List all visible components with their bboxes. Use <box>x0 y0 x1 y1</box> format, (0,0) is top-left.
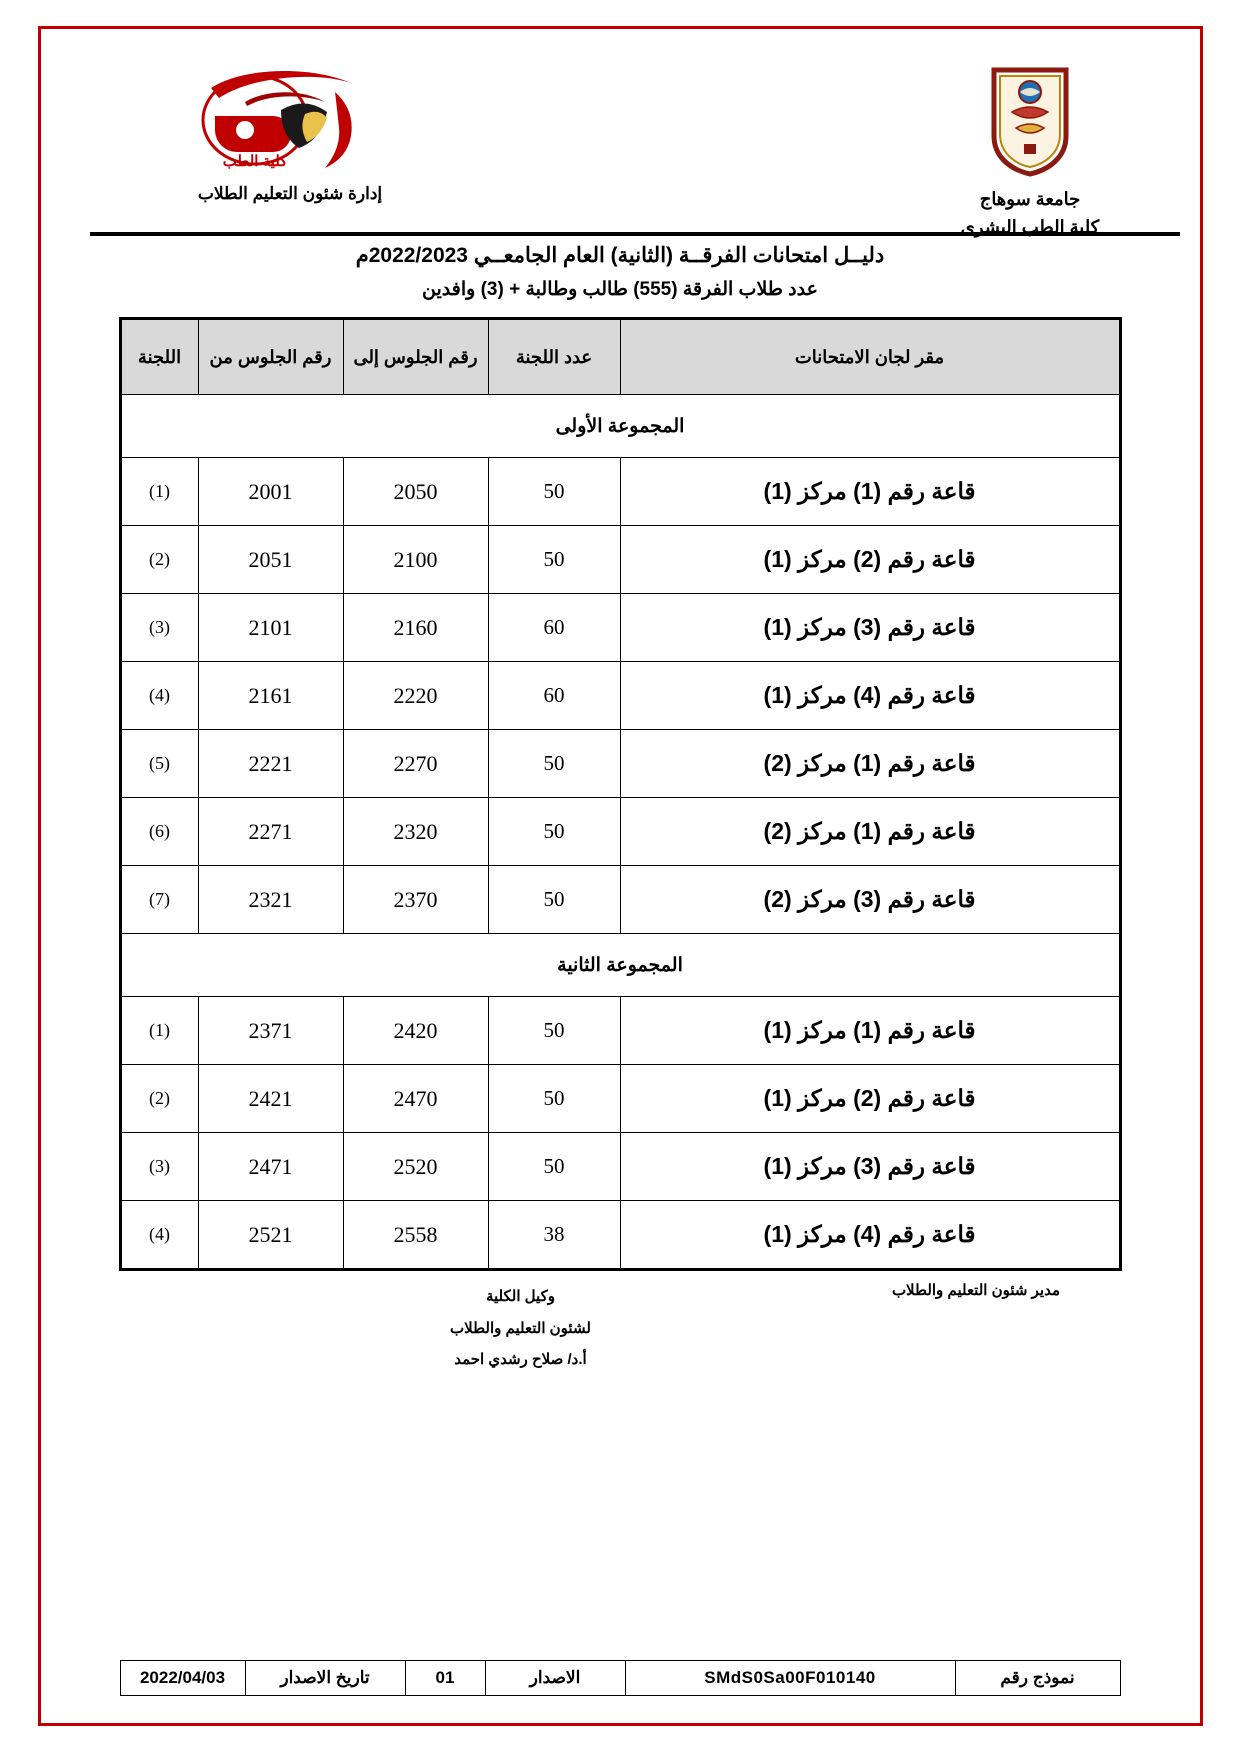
cell-seat-from: 2421 <box>198 1065 343 1133</box>
cell-seat-to: 2370 <box>343 866 488 934</box>
cell-seat-to: 2320 <box>343 798 488 866</box>
cell-place: قاعة رقم (3) مركز (1) <box>620 594 1120 662</box>
cell-count: 50 <box>488 1133 620 1201</box>
cell-seat-to: 2520 <box>343 1133 488 1201</box>
cell-committee: (3) <box>120 1133 198 1201</box>
department-name: إدارة شئون التعليم الطلاب <box>197 184 383 203</box>
table-row <box>120 866 1120 934</box>
cell-committee: (6) <box>120 798 198 866</box>
signatures-block <box>120 1281 1120 1411</box>
cell-seat-from: 2001 <box>198 458 343 526</box>
header-committee: اللجنة <box>120 319 198 395</box>
cell-seat-to: 2420 <box>343 997 488 1065</box>
faculty-logo-block <box>180 58 400 204</box>
university-crest-icon <box>990 66 1070 178</box>
cell-seat-from: 2221 <box>198 730 343 798</box>
cell-place: قاعة رقم (1) مركز (1) <box>620 458 1120 526</box>
table-row <box>120 997 1120 1065</box>
document-header <box>60 46 1180 237</box>
footer-row <box>120 1661 1120 1696</box>
guide-title: دليــل امتحانات الفرقــة (الثانية) العام الجامعــي 2022/2023م <box>355 244 885 267</box>
cell-count: 50 <box>488 1065 620 1133</box>
cell-seat-from: 2161 <box>198 662 343 730</box>
header-seat-to: رقم الجلوس إلى <box>343 319 488 395</box>
group-title-2: المجموعة الثانية <box>120 934 1120 997</box>
group-title-1: المجموعة الأولى <box>120 395 1120 458</box>
cell-count: 50 <box>488 798 620 866</box>
cell-seat-from: 2371 <box>198 997 343 1065</box>
vice-dean-name: أ.د/ صلاح رشدي احمد <box>454 1351 587 1368</box>
cell-seat-from: 2271 <box>198 798 343 866</box>
footer-edition-label: الاصدار <box>485 1661 625 1696</box>
table-row <box>120 594 1120 662</box>
cell-place: قاعة رقم (2) مركز (1) <box>620 1065 1120 1133</box>
vice-dean-title-2: لشئون التعليم والطلاب <box>450 1319 591 1337</box>
university-name-text: جامعة سوهاج <box>979 189 1081 209</box>
cell-seat-to: 2470 <box>343 1065 488 1133</box>
signature-vice-dean <box>450 1281 591 1376</box>
cell-seat-to: 2558 <box>343 1201 488 1270</box>
table-row <box>120 458 1120 526</box>
cell-committee: (3) <box>120 594 198 662</box>
cell-seat-from: 2321 <box>198 866 343 934</box>
svg-text:كلية الطب: كلية الطب <box>222 153 288 170</box>
cell-seat-to: 2220 <box>343 662 488 730</box>
cell-count: 50 <box>488 730 620 798</box>
table-header-row <box>120 319 1120 395</box>
table-row <box>120 662 1120 730</box>
header-divider <box>90 232 1180 236</box>
students-count-line: عدد طلاب الفرقة (555) طالب وطالبة + (3) وافدين <box>422 279 818 300</box>
cell-place: قاعة رقم (2) مركز (1) <box>620 526 1120 594</box>
header-count: عدد اللجنة <box>488 319 620 395</box>
cell-count: 38 <box>488 1201 620 1270</box>
cell-seat-to: 2160 <box>343 594 488 662</box>
document-titles <box>60 243 1180 301</box>
footer-form-label: نموذج رقم <box>955 1661 1120 1696</box>
cell-count: 60 <box>488 594 620 662</box>
cell-committee: (5) <box>120 730 198 798</box>
cell-place: قاعة رقم (1) مركز (2) <box>620 798 1120 866</box>
cell-place: قاعة رقم (4) مركز (1) <box>620 1201 1120 1270</box>
cell-count: 50 <box>488 526 620 594</box>
footer-date-value: 2022/04/03 <box>120 1661 245 1696</box>
table-row <box>120 1133 1120 1201</box>
cell-place: قاعة رقم (1) مركز (2) <box>620 730 1120 798</box>
table-row <box>120 1065 1120 1133</box>
faculty-name-text: كلية الطب البشرى <box>960 216 1100 237</box>
faculty-logo-icon <box>185 58 395 178</box>
cell-count: 50 <box>488 866 620 934</box>
cell-count: 50 <box>488 997 620 1065</box>
table-row <box>120 798 1120 866</box>
cell-committee: (1) <box>120 997 198 1065</box>
cell-seat-from: 2471 <box>198 1133 343 1201</box>
page-content <box>60 46 1180 1706</box>
cell-seat-to: 2100 <box>343 526 488 594</box>
cell-committee: (7) <box>120 866 198 934</box>
cell-count: 60 <box>488 662 620 730</box>
exam-committees-table-wrap <box>60 317 1180 1271</box>
cell-seat-to: 2050 <box>343 458 488 526</box>
cell-place: قاعة رقم (3) مركز (2) <box>620 866 1120 934</box>
vice-dean-title-1: وكيل الكلية <box>485 1288 555 1305</box>
header-place: مقر لجان الامتحانات <box>620 319 1120 395</box>
header-seat-from: رقم الجلوس من <box>198 319 343 395</box>
group-title-row <box>120 395 1120 458</box>
group-title-row <box>120 934 1120 997</box>
cell-place: قاعة رقم (3) مركز (1) <box>620 1133 1120 1201</box>
footer-form-code: SMdS0Sa00F010140 <box>625 1661 955 1696</box>
cell-seat-from: 2051 <box>198 526 343 594</box>
footer-table <box>120 1660 1121 1696</box>
table-row <box>120 526 1120 594</box>
cell-place: قاعة رقم (1) مركز (1) <box>620 997 1120 1065</box>
university-identity-block <box>880 66 1180 242</box>
cell-committee: (2) <box>120 526 198 594</box>
footer-date-label: تاريخ الاصدار <box>245 1661 405 1696</box>
exam-committees-table <box>119 317 1122 1271</box>
cell-committee: (4) <box>120 1201 198 1270</box>
table-row <box>120 730 1120 798</box>
cell-committee: (4) <box>120 662 198 730</box>
cell-place: قاعة رقم (4) مركز (1) <box>620 662 1120 730</box>
document-footer <box>60 1660 1180 1696</box>
cell-seat-to: 2270 <box>343 730 488 798</box>
cell-committee: (1) <box>120 458 198 526</box>
table-row <box>120 1201 1120 1270</box>
cell-count: 50 <box>488 458 620 526</box>
cell-committee: (2) <box>120 1065 198 1133</box>
cell-seat-from: 2521 <box>198 1201 343 1270</box>
signature-director: مدير شئون التعليم والطلاب <box>891 1282 1060 1299</box>
footer-edition-value: 01 <box>405 1661 485 1696</box>
cell-seat-from: 2101 <box>198 594 343 662</box>
